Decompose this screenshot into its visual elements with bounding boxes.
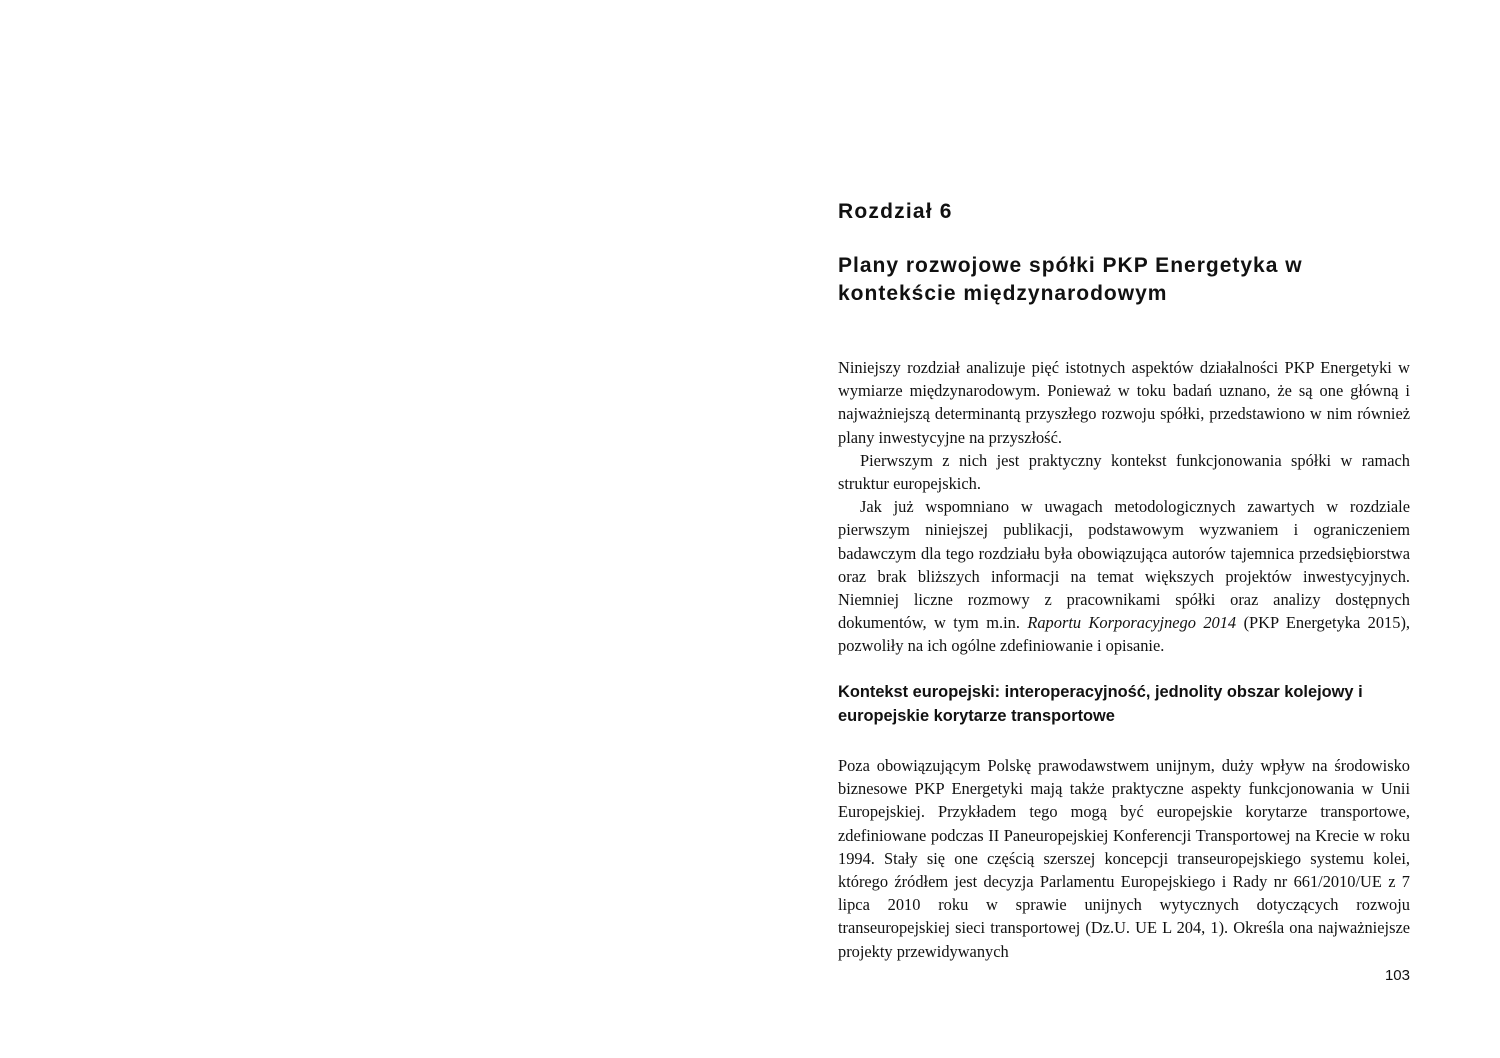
book-page <box>838 0 1412 1058</box>
chapter-title: Plany rozwojowe spółki PKP Energetyka w kontekście międzynarodowym <box>838 254 1303 305</box>
report-title-italic: Raportu Korporacyjnego 2014 <box>1027 613 1237 633</box>
intro-paragraph-3-text-end: (PKP Energetyka 2015), pozwoliły na ich ogólne zdefiniowanie i opisanie. <box>838 613 1410 656</box>
page-number: 103 <box>1384 967 1410 984</box>
section-heading: Kontekst europejski: interoperacyjność, jednolity obszar kolejowy i europejskie korytarze transportowe <box>838 683 1363 725</box>
chapter-label: Rozdział 6 <box>838 200 953 223</box>
section-text-block <box>838 754 1410 963</box>
intro-paragraph-3 <box>838 495 1410 657</box>
intro-paragraph-3-text: Jak już wspomniano w uwagach metodologicznych zawartych w rozdziale pierwszym niniejszej publikacji, podstawowym wyzwaniem i ograniczeniem badawczym dla tego rozdziału była obowiązująca autorów tajemnica przedsiębiorstwa oraz brak bliższych informacji na temat większych projektów inwestycyjnych. Niemniej liczne rozmowy z pracownikami spółki oraz analizy dostępnych dokumentów, w tym m.in. <box>838 497 1410 633</box>
intro-paragraph-1: Niniejszy rozdział analizuje pięć istotnych aspektów działalności PKP Energetyki w wymiarze międzynarodowym. Ponieważ w toku badań uznano, że są one główną i najważniejszą determinantą przyszłego rozwoju spółki, przedstawiono w nim również plany inwestycyjne na przyszłość. <box>838 358 1410 447</box>
intro-text-block <box>838 356 1410 658</box>
section-paragraph-1: Poza obowiązującym Polskę prawodawstwem unijnym, duży wpływ na środowisko biznesowe PKP Energetyki mają także praktyczne aspekty funkcjonowania w Unii Europejskiej. Przykładem tego mogą być europejskie korytarze transportowe, zdefiniowane podczas II Paneuropejskiej Konferencji Transportowej na Krecie w roku 1994. Stały się one częścią szerszej koncepcji transeuropejskiego systemu kolei, którego źródłem jest decyzja Parlamentu Europejskiego i Rady nr 661/2010/UE z 7 lipca 2010 roku w sprawie unijnych wytycznych dotyczących rozwoju transeuropejskiej sieci transportowej (Dz.U. UE L 204, 1). Określa ona najważniejsze projekty przewidywanych <box>838 756 1410 961</box>
intro-paragraph-2: Pierwszym z nich jest praktyczny kontekst funkcjonowania spółki w ramach struktur europejskich. <box>838 450 1410 494</box>
